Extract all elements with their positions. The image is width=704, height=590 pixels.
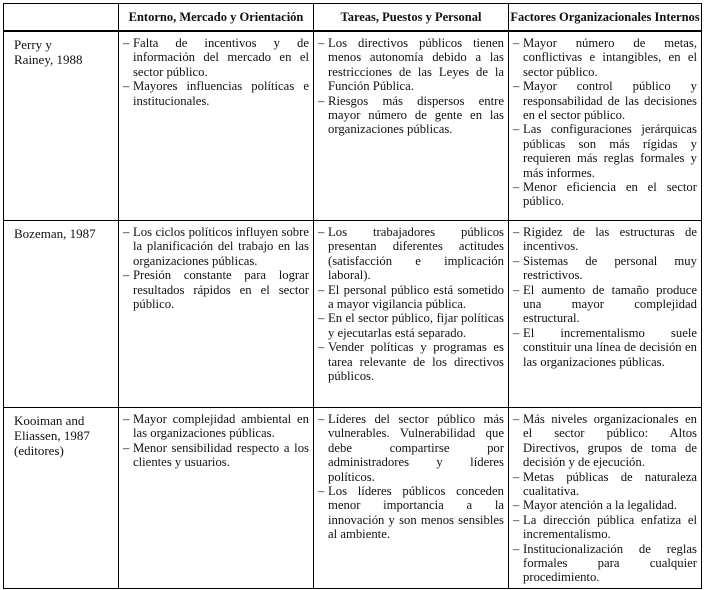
- factores-list: [509, 221, 701, 369]
- header-empty: [4, 4, 119, 32]
- header-row: [4, 4, 702, 32]
- list-item: – Rigidez de las estructuras de incentivos.: [523, 225, 697, 254]
- tareas-cell: [314, 31, 509, 221]
- list-item: – Más niveles organizacionales en el sector público: Altos Directivos, grupos de toma de decisión y de ejecución.: [523, 412, 697, 470]
- factores-cell: [509, 31, 702, 221]
- list-item: – El aumento de tamaño produce una mayor complejidad estructural.: [523, 283, 697, 326]
- list-item: – Mayores influencias políticas e institucionales.: [133, 79, 309, 108]
- author-label: Bozeman, 1987: [14, 226, 96, 241]
- author-cell: [4, 31, 119, 221]
- factores-list: [509, 408, 701, 585]
- list-item: – Mayor complejidad ambiental en las organizaciones públicas.: [133, 412, 309, 441]
- tareas-list: [314, 408, 508, 542]
- table-row: [4, 221, 702, 408]
- author-cell: [4, 221, 119, 408]
- document-page: [3, 3, 701, 590]
- list-item: – Mayor control público y responsabilidad de las decisiones en el sector público.: [523, 79, 697, 122]
- list-item: – Riesgos más dispersos entre mayor número de gente en las organizaciones públicas.: [328, 94, 504, 137]
- list-item: – Falta de incentivos y de información del mercado en el sector público.: [133, 36, 309, 79]
- header-entorno: Entorno, Mercado y Orientación: [119, 4, 314, 32]
- list-item: – Menor sensibilidad respecto a los clientes y usuarios.: [133, 441, 309, 470]
- author-label: Kooiman and Eliassen, 1987 (editores): [14, 413, 90, 458]
- author-label: Perry y Rainey, 1988: [14, 37, 83, 67]
- factores-cell: [509, 408, 702, 589]
- list-item: – Los trabajadores públicos presentan diferentes actitudes (satisfacción e implicación laboral).: [328, 225, 504, 283]
- list-item: – Los directivos públicos tienen menos autonomía debido a las restricciones de las Leyes de la Función Pública.: [328, 36, 504, 94]
- entorno-list: [119, 408, 313, 470]
- list-item: – Los líderes públicos conceden menor importancia a la innovación y son menos sensibles al ambiente.: [328, 484, 504, 542]
- list-item: – Vender políticas y programas es tarea relevante de los directivos públicos.: [328, 340, 504, 383]
- list-item: – Presión constante para lograr resultados rápidos en el sector público.: [133, 268, 309, 311]
- entorno-cell: [119, 408, 314, 589]
- table-row: [4, 408, 702, 589]
- list-item: – El personal público está sometido a mayor vigilancia pública.: [328, 283, 504, 312]
- list-item: – Las configuraciones jerárquicas públicas son más rígidas y requieren más reglas formales y más informes.: [523, 122, 697, 180]
- factores-cell: [509, 221, 702, 408]
- tareas-cell: [314, 221, 509, 408]
- list-item: – El incrementalismo suele constituir una línea de decisión en las organizaciones públicas.: [523, 326, 697, 369]
- comparison-table: [3, 3, 702, 589]
- header-tareas: Tareas, Puestos y Personal: [314, 4, 509, 32]
- tareas-list: [314, 32, 508, 137]
- header-factores: Factores Organizacionales Internos: [509, 4, 702, 32]
- list-item: – La dirección pública enfatiza el incrementalismo.: [523, 513, 697, 542]
- list-item: – Sistemas de personal muy restrictivos.: [523, 254, 697, 283]
- list-item: – Menor eficiencia en el sector público.: [523, 180, 697, 209]
- entorno-cell: [119, 221, 314, 408]
- entorno-list: [119, 32, 313, 108]
- factores-list: [509, 32, 701, 209]
- list-item: – Mayor atención a la legalidad.: [523, 498, 697, 512]
- entorno-list: [119, 221, 313, 311]
- list-item: – Mayor número de metas, conflictivas e intangibles, en el sector público.: [523, 36, 697, 79]
- list-item: – Institucionalización de reglas formales para cualquier procedimiento.: [523, 542, 697, 585]
- list-item: – En el sector público, fijar políticas y ejecutarlas está separado.: [328, 311, 504, 340]
- list-item: – Líderes del sector público más vulnerables. Vulnerabilidad que debe compartirse por administradores y líderes políticos.: [328, 412, 504, 484]
- entorno-cell: [119, 31, 314, 221]
- tareas-list: [314, 221, 508, 383]
- list-item: – Los ciclos políticos influyen sobre la planificación del trabajo en las organizaciones públicas.: [133, 225, 309, 268]
- table-row: [4, 31, 702, 221]
- author-cell: [4, 408, 119, 589]
- list-item: – Metas públicas de naturaleza cualitativa.: [523, 470, 697, 499]
- tareas-cell: [314, 408, 509, 589]
